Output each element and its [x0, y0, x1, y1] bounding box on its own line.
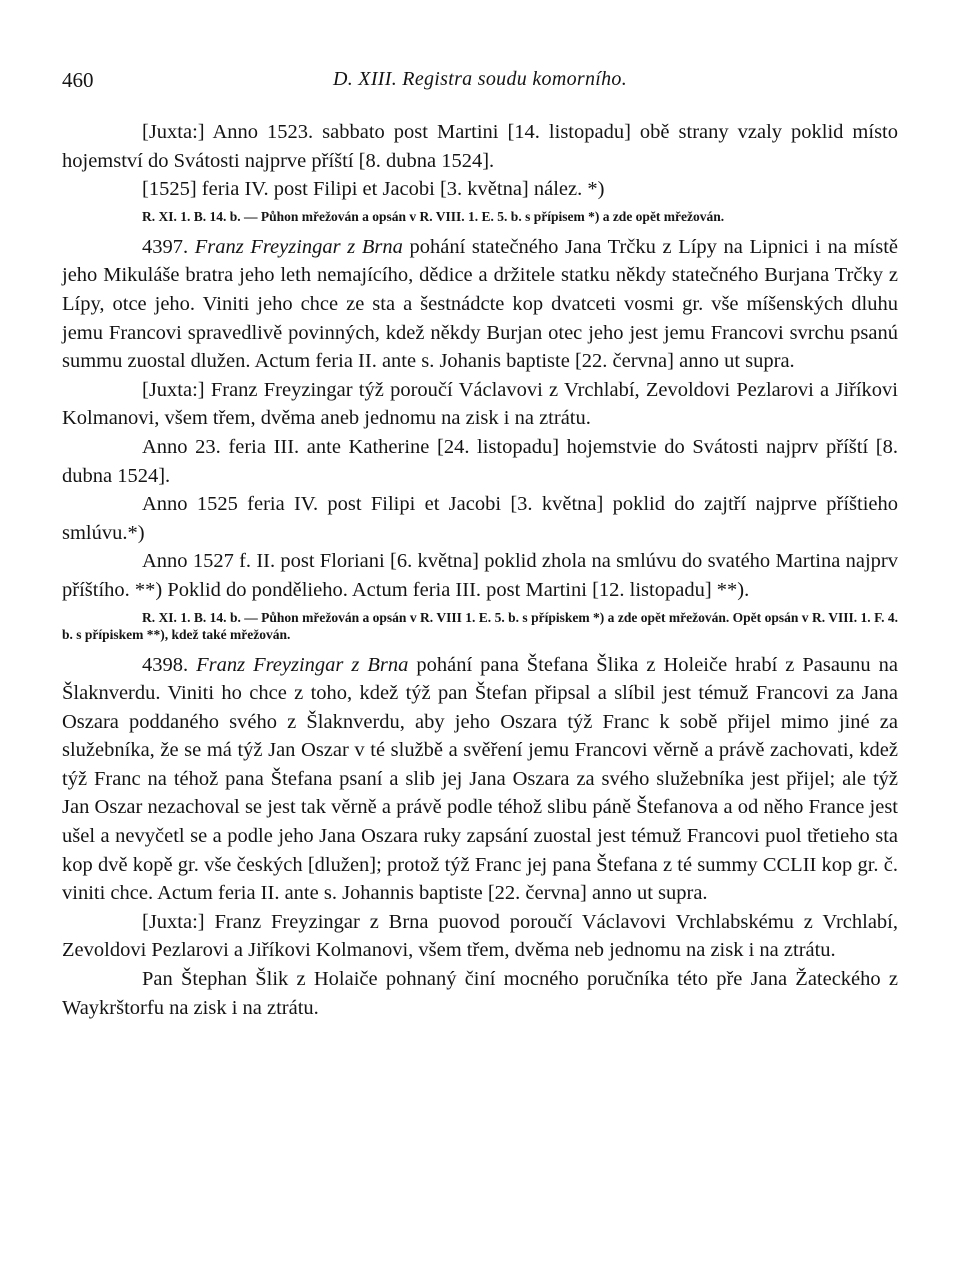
page-header: [62, 68, 898, 98]
juxta-paragraph-4398: [Juxta:] Franz Freyzingar z Brna puovod poroučí Václavovi Vrchlabskému z Vrchlabí, Zevoldovi Pezlarovi a Jiříkovi Kolmanovi, všem třem, dvěma neb jednomu na zisk i na ztrátu.: [62, 910, 898, 962]
entry-4397-paragraph: [62, 233, 898, 376]
juxta-paragraph-4397: [Juxta:] Franz Freyzingar týž poroučí Václavovi z Vrchlabí, Zevoldovi Pezlarovi a Jiříkovi Kolmanovi, všem třem, dvěma aneb jednomu na zisk i na ztrátu.: [62, 378, 898, 430]
plaintiff-name: Franz Freyzingar z Brna: [194, 235, 403, 258]
entry-number: 4397.: [142, 235, 189, 258]
anno-1525-paragraph: Anno 1525 feria IV. post Filipi et Jacobi [3. května] poklid do zajtří najprve příštieho smlúvu.*): [62, 493, 898, 544]
entry-text: pohání statečného Jana Trčku z Lípy na Lipnici i na místě jeho Mikuláše bratra jeho leth nemajícího, dědice a držitele statku někdy statečného Burjana Trčky z Lípy, otce jeho. Viniti jeho chce ze sta a šestnádcte kop dvatceti vosmi gr. vše míšenských dluhu jemu Francovi spravedlivě povinných, kdež někdy Burjan otec jeho jest jemu Francovi svrchu psanú summu zuostal dlužen. Actum feria II. ante s. Johanis baptiste [22. června] anno ut supra.: [62, 235, 898, 373]
source-note-4396: R. XI. 1. B. 14. b. — Půhon mřežován a opsán v R. VIII. 1. E. 5. b. s přípisem *) a zde opět mřežován.: [142, 208, 725, 224]
juxta-paragraph-4396: [Juxta:] Anno 1523. sabbato post Martini [14. listopadu] obě strany vzaly poklid místo hojemství do Svátosti najprve příští [8. dubna 1524].: [62, 121, 898, 172]
entry-number: 4398.: [142, 653, 189, 676]
anno-1527-paragraph: Anno 1527 f. II. post Floriani [6. května] poklid zhola na smlúvu do svatého Martina najprv příštího. **) Poklid do pondělieho. Actum feria III. post Martini [12. listopadu] **).: [62, 550, 898, 601]
plaintiff-name: Franz Freyzingar z Brna: [196, 653, 409, 676]
entry-4398-paragraph: [62, 651, 898, 908]
defendant-paragraph-4398: Pan Štephan Šlik z Holaiče pohnaný činí mocného poručníka této pře Jana Žateckého z Waykrštorfu na zisk i na ztrátu.: [62, 968, 898, 1019]
body-text: [62, 118, 898, 1022]
year-1525-paragraph-4396: [1525] feria IV. post Filipi et Jacobi [3. května] nález. *): [142, 178, 605, 201]
source-note-4397: R. XI. 1. B. 14. b. — Půhon mřežován a opsán v R. VIII 1. E. 5. b. s přípiskem *) a zde opět mřežován. Opět opsán v R. VIII. 1. F. 4. b. s přípiskem **), kdež také mřežován.: [62, 609, 898, 642]
running-title: D. XIII. Registra soudu komorního.: [332, 68, 628, 90]
page-number: 460: [62, 68, 94, 92]
entry-text: pohání pana Štefana Šlika z Holeiče hrabí z Pasaunu na Šlaknverdu. Viniti ho chce z toho, kdež týž pan Štefan připsal a slíbil jest témuž Francovi za Jana Oszara poddaného svého z Šlaknverdu, aby jeho Oszara týž Franc k sobě přijel mimo jiné za služebníka, že se má týž Jan Oszar v té službě a svěření jemu Francovi věrně a právě zachovati, kdež týž Franc na téhož pana Štefana psaní a slib jej Jana Oszara za svého služebníka jest přijel; ale týž Jan Oszar nezachoval se jest tak věrně a právě podle téhož slibu páně Štefanova a od něho France jest ušel a nevyčetl se a podle jeho Jana Oszara ruky zapsání zuostal jest témuž Francovi puol třetieho sta kop dvě kopě gr. vše českých [dlužen]; protož týž Franc jej pana Štefana z té summy CCLII kop gr. č. viniti chce. Actum feria II. ante s. Johannis baptiste [22. června] anno ut supra.: [62, 653, 899, 905]
anno-23-paragraph: Anno 23. feria III. ante Katherine [24. listopadu] hojemstvie do Svátosti najprv příští [8. dubna 1524].: [62, 435, 898, 487]
